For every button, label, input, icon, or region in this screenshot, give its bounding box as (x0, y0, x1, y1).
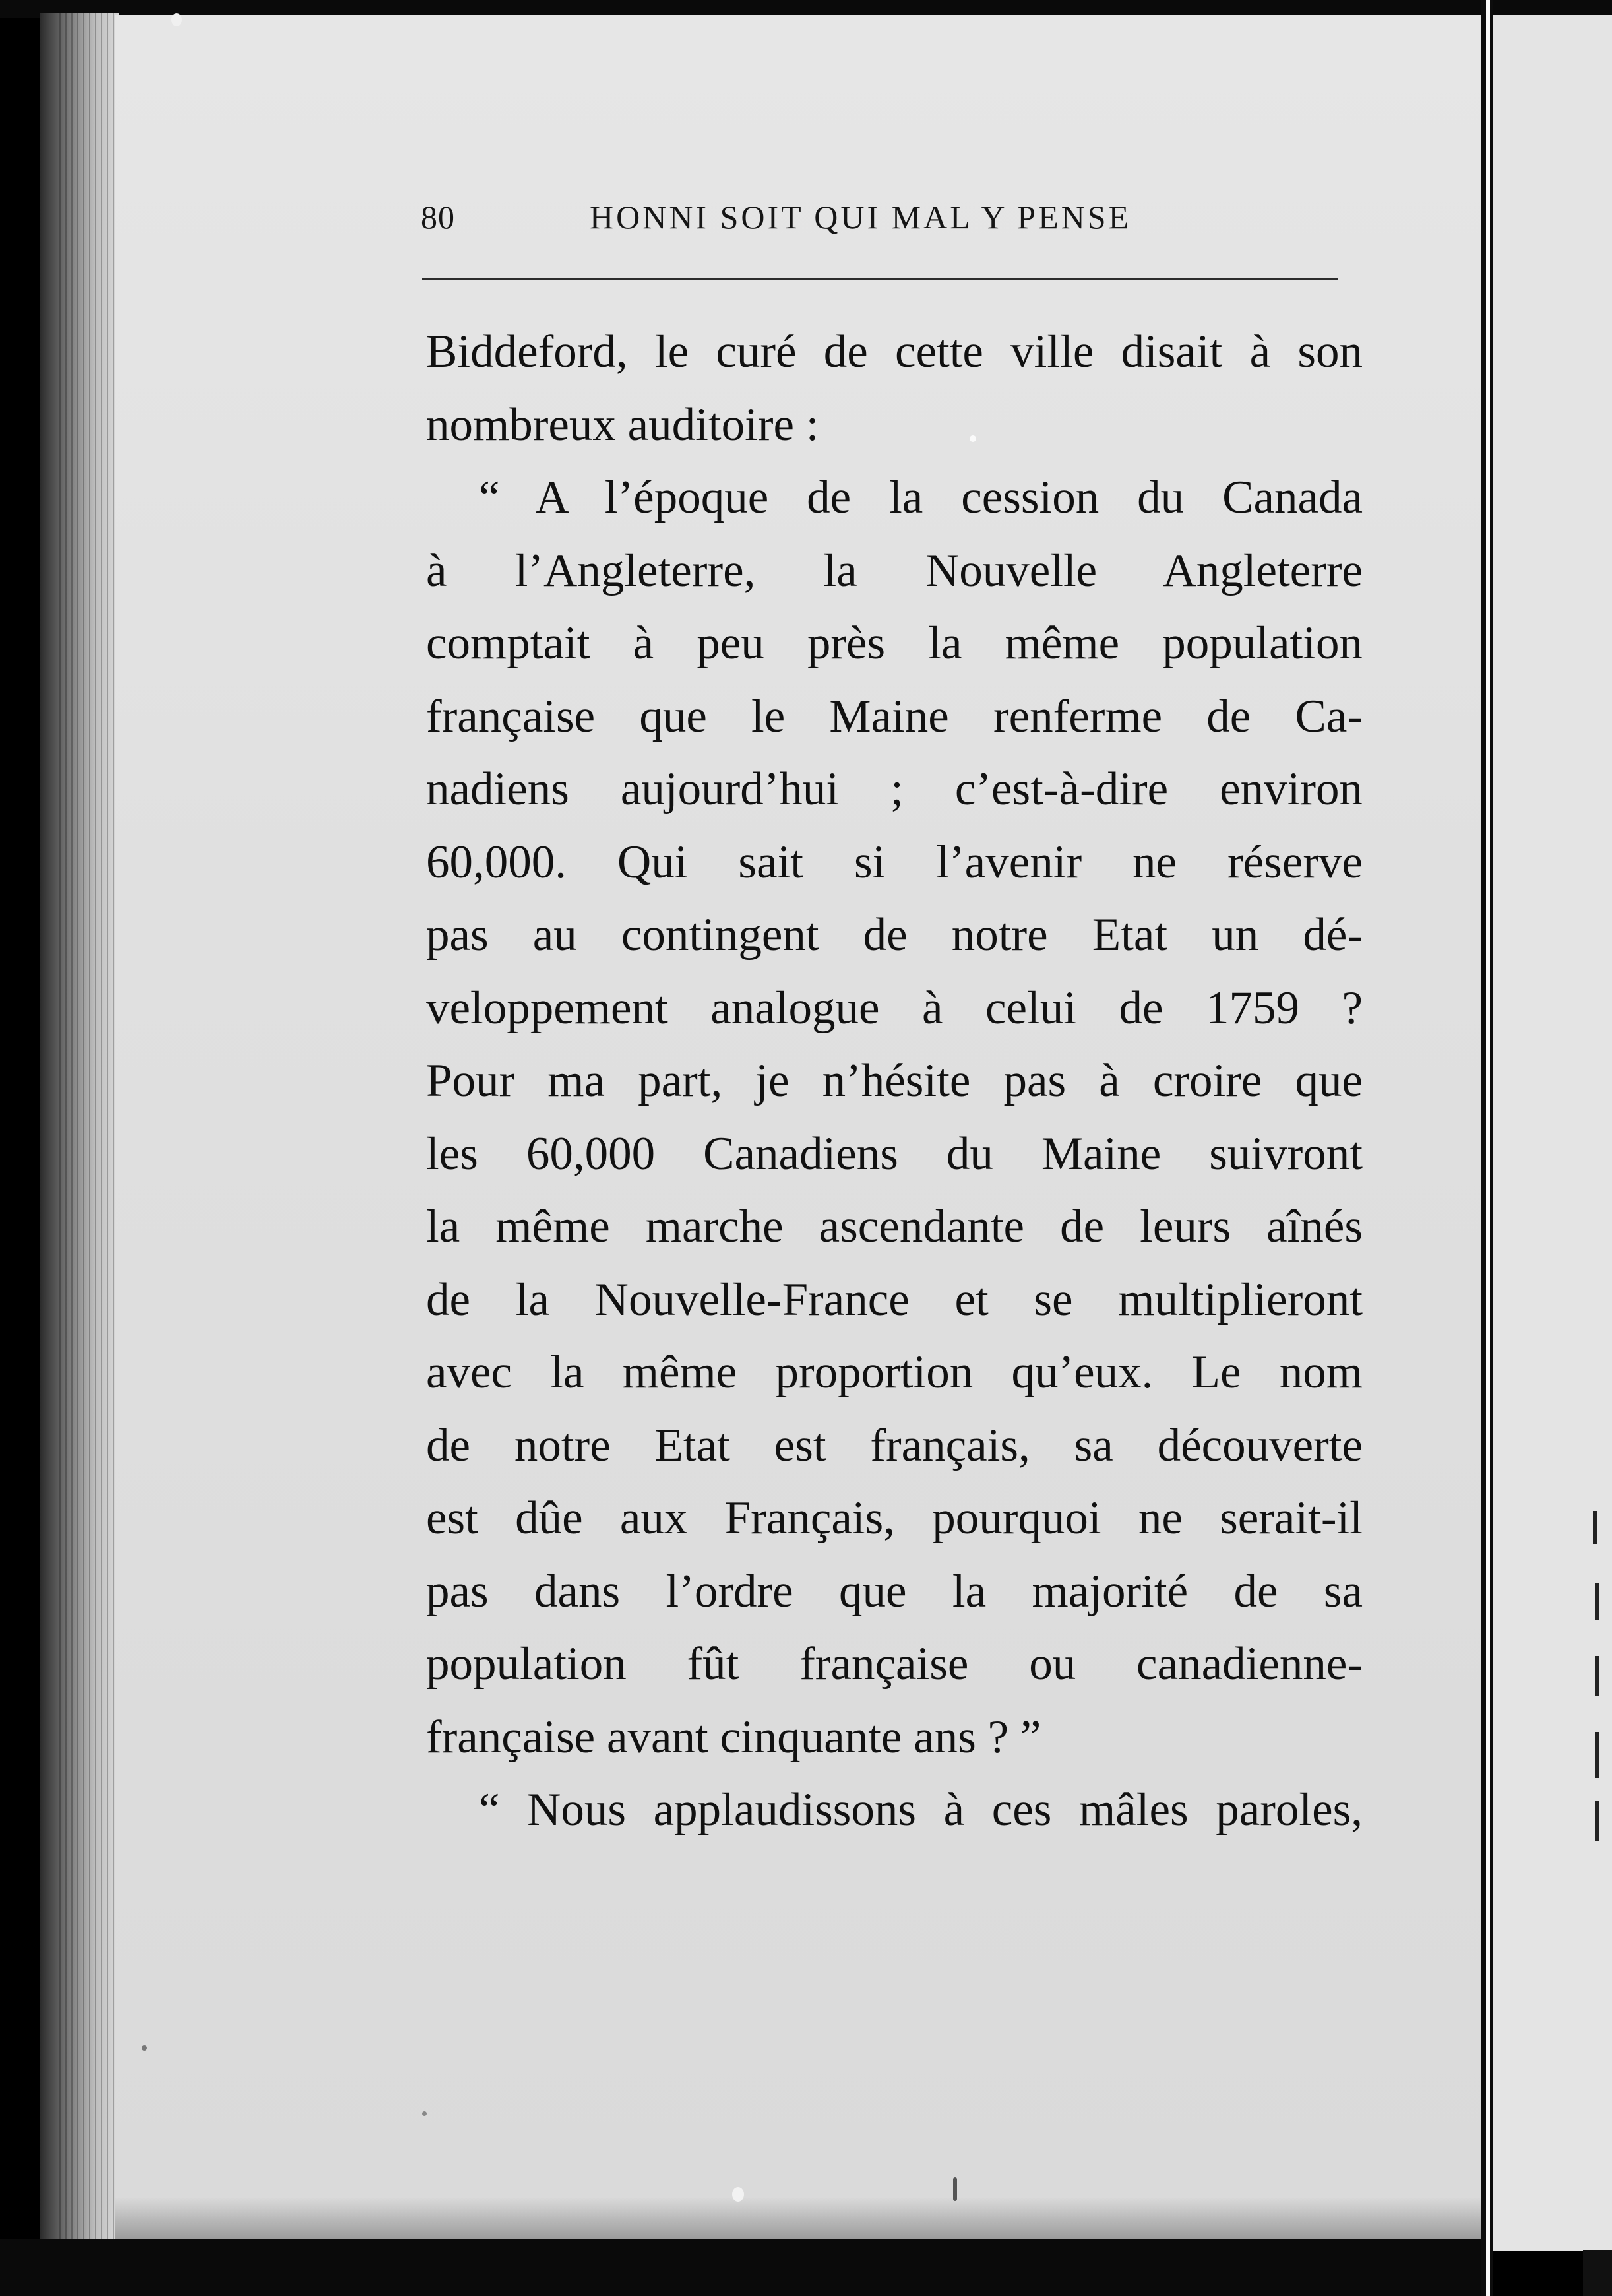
dust-speck (422, 2111, 427, 2116)
text-line: Biddeford, le curé de cette ville disait à son (426, 326, 1363, 377)
facing-page-fragment (1595, 1656, 1599, 1696)
body-text (426, 315, 1363, 1847)
facing-page-fragment (1595, 1732, 1599, 1778)
running-title: HONNI SOIT QUI MAL Y PENSE (590, 199, 1132, 236)
text-line: de notre Etat est français, sa découverte (426, 1419, 1363, 1471)
header-rule (422, 278, 1338, 280)
text-line: française avant cinquante ans ? ” (426, 1711, 1041, 1763)
page-stack-lines (59, 13, 119, 2243)
text-line: pas dans l’ordre que la majorité de sa (426, 1565, 1363, 1617)
facing-page-fragment (1595, 1801, 1599, 1841)
text-line: nombreux auditoire : (426, 399, 819, 451)
text-line: avec la même proportion qu’eux. Le nom (426, 1347, 1363, 1398)
dust-speck (970, 435, 976, 442)
text-line: pas au contingent de notre Etat un dé- (426, 909, 1363, 961)
page-number: 80 (421, 199, 455, 236)
text-line: comptait à peu près la même population (426, 618, 1363, 669)
text-line: Pour ma part, je n’hésite pas à croire que (426, 1055, 1363, 1106)
next-page-corner (1583, 2250, 1612, 2296)
dust-speck (953, 2177, 957, 2201)
text-line: 60,000. Qui sait si l’avenir ne réserve (426, 836, 1363, 888)
text-line: de la Nouvelle-France et se multiplieront (426, 1273, 1363, 1325)
dust-speck (142, 2045, 147, 2051)
dust-speck (171, 13, 182, 26)
facing-page-fragment (1593, 1511, 1597, 1544)
text-line: la même marche ascendante de leurs aînés (426, 1201, 1363, 1252)
scan-border-bottom (0, 2239, 1481, 2296)
text-line: est dûe aux Français, pourquoi ne serait-il (426, 1492, 1363, 1544)
text-line: “ Nous applaudissons à ces mâles paroles, (479, 1784, 1363, 1835)
text-line: veloppement analogue à celui de 1759 ? (426, 982, 1363, 1034)
running-head (421, 198, 1344, 251)
dust-speck (732, 2187, 744, 2202)
page-bottom-shadow (115, 2197, 1481, 2239)
text-line: française que le Maine renferme de Ca- (426, 690, 1363, 742)
text-line: population fût française ou canadienne- (426, 1638, 1363, 1690)
facing-page-fragment (1595, 1583, 1599, 1620)
text-line: nadiens aujourd’hui ; c’est-à-dire environ (426, 763, 1363, 815)
text-line: “ A l’époque de la cession du Canada (479, 472, 1363, 523)
gutter-highlight (1486, 0, 1490, 2296)
text-line: les 60,000 Canadiens du Maine suivront (426, 1128, 1363, 1180)
next-page-sliver (1493, 15, 1612, 2251)
text-line: à l’Angleterre, la Nouvelle Angleterre (426, 544, 1363, 596)
